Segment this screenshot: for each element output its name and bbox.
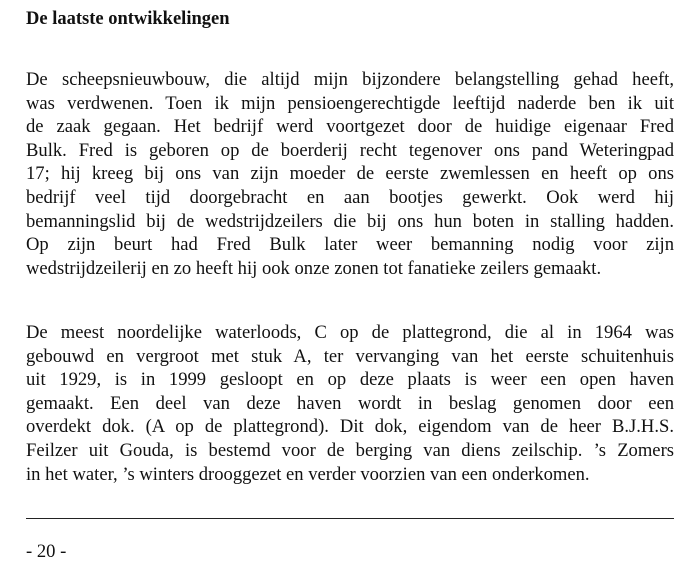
text-line: de zaak gegaan. Het bedrijf werd voortgezet door de huidige eigenaar Fred	[26, 116, 674, 138]
text-line: bedrijf veel tijd doorgebracht en aan bootjes gewerkt. Ook werd hij	[26, 186, 674, 208]
text-line: 17; hij kreeg bij ons van zijn moeder de eerste zwemlessen en heeft op ons	[26, 163, 674, 185]
text-line: in het water, ’s winters drooggezet en verder voorzien van een onderkomen.	[26, 463, 590, 485]
text-line: was verdwenen. Toen ik mijn pensioengerechtigde leeftijd naderde ben ik uit	[26, 92, 674, 114]
text-line: De scheepsnieuwbouw, die altijd mijn bijzondere belangstelling gehad heeft,	[26, 69, 674, 90]
section-heading: De laatste ontwikkelingen	[26, 9, 230, 29]
text-line: Feilzer uit Gouda, is bestemd voor de berging van diens zeilschip. ’s Zomers	[26, 439, 674, 461]
text-line: Op zijn beurt had Fred Bulk later weer bemanning nodig voor zijn	[26, 234, 674, 256]
page-number: - 20 -	[26, 541, 67, 562]
text-line: Bulk. Fred is geboren op de boerderij recht tegenover ons pand Weteringpad	[26, 139, 674, 161]
text-line: bemanningslid bij de wedstrijdzeilers die bij ons hun boten in stalling hadden.	[26, 210, 674, 232]
text-line: De meest noordelijke waterloods, C op de plattegrond, die al in 1964 was	[26, 322, 674, 343]
text-line: uit 1929, is in 1999 gesloopt en op deze plaats is weer een open haven	[26, 369, 674, 391]
paragraph-2	[26, 321, 674, 486]
document-page	[26, 0, 674, 587]
text-line: wedstrijdzeilerij en zo heeft hij ook onze zonen tot fanatieke zeilers gemaakt.	[26, 257, 602, 279]
text-line: gemaakt. Een deel van deze haven wordt in beslag genomen door een	[26, 392, 674, 414]
text-line: overdekt dok. (A op de plattegrond). Dit dok, eigendom van de heer B.J.H.S.	[26, 416, 674, 438]
footer-divider	[26, 518, 674, 519]
paragraph-1	[26, 68, 674, 280]
text-line: gebouwd en vergroot met stuk A, ter vervanging van het eerste schuitenhuis	[26, 345, 674, 367]
